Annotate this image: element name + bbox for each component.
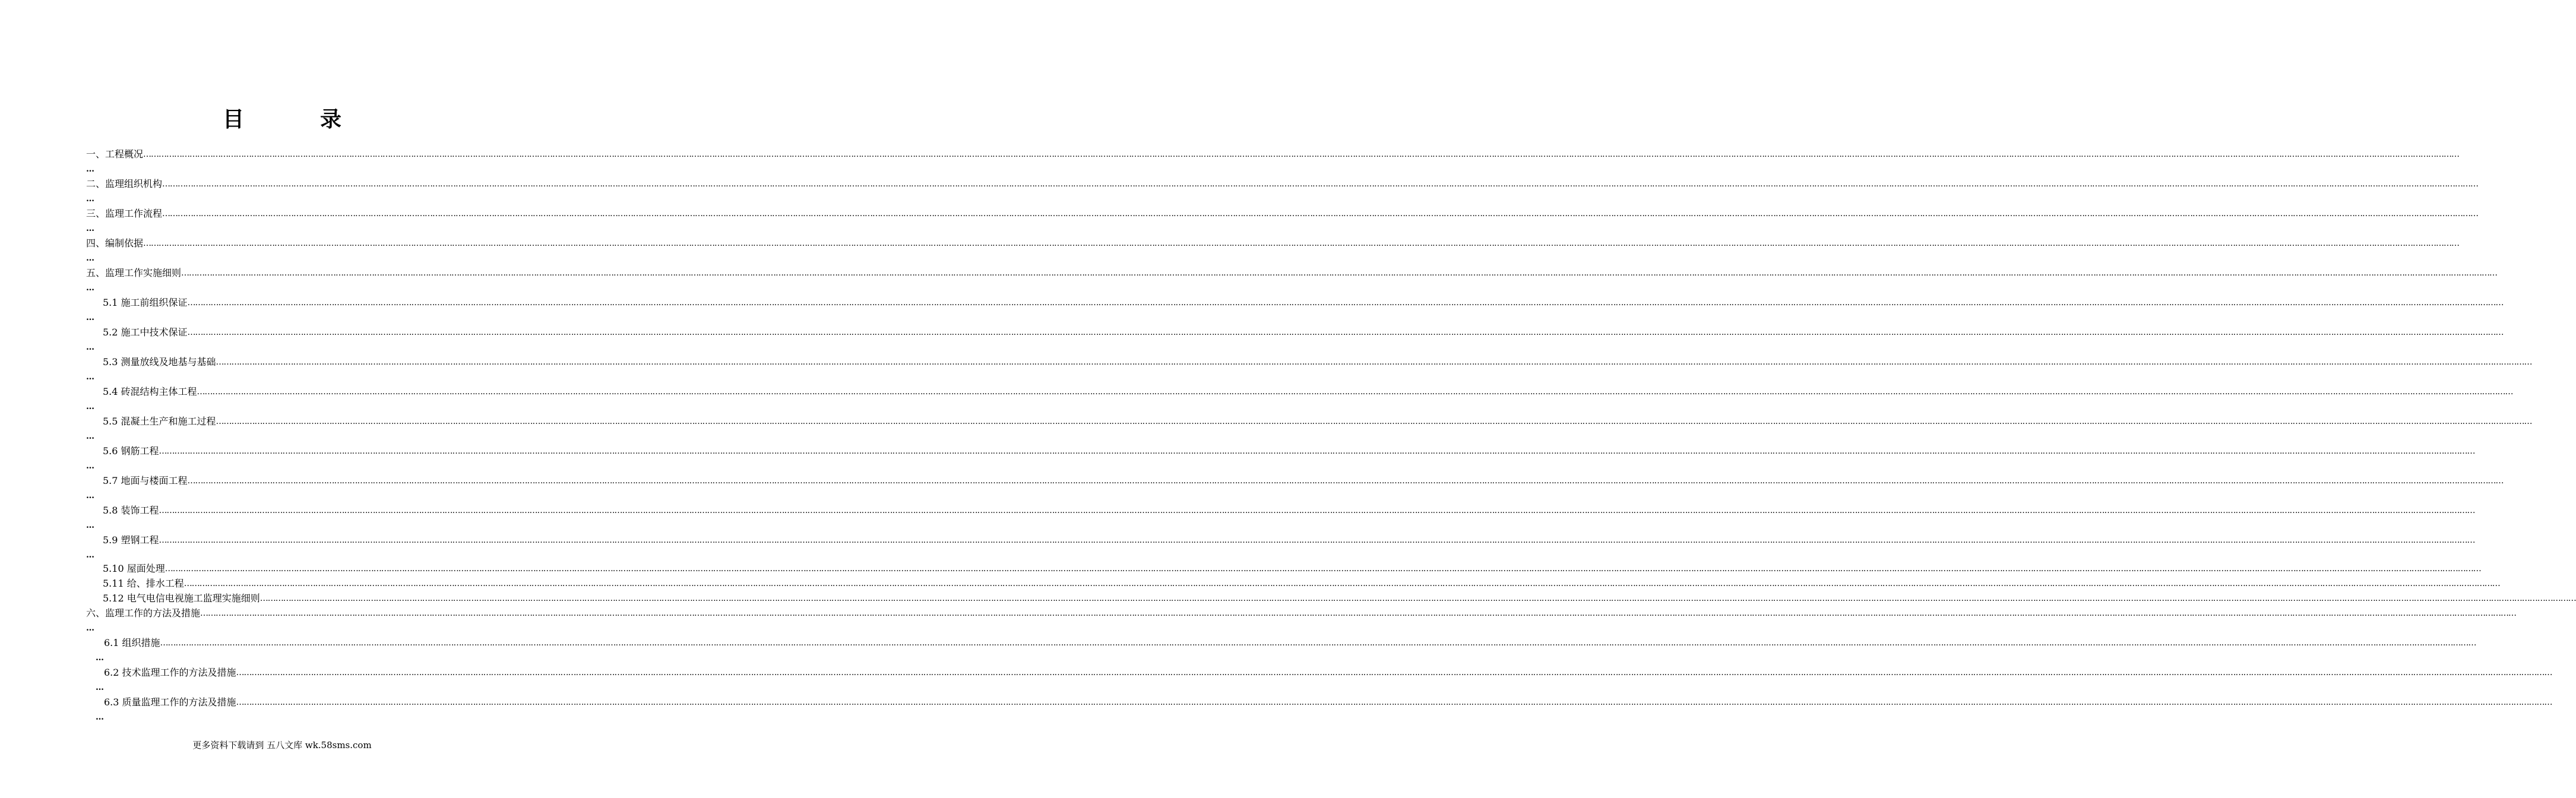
toc-entry-tail: … [86, 224, 94, 233]
toc-entry[interactable] [103, 591, 2576, 606]
toc-leader: ……………………………………………………………………………………………………………………………………………………………………………………………………………………………………………………………………………………………………………………………………………………………………………………………………………………………………………………………………………………………………………………………………………………………………………………………………………………………………………………………………………………………………………………………………………………………………………………………………………………………… [159, 536, 2475, 545]
toc-entry[interactable] [104, 666, 2552, 680]
toc-leader: ……………………………………………………………………………………………………………………………………………………………………………………………………………………………………………………………………………………………………………………………………………………………………………………………………………………………………………………………………………………………………………………………………………………………………………………………………………………………………………………………………………………………………………………………………………………………………………………………………………………………… [143, 150, 2460, 159]
toc-leader: ……………………………………………………………………………………………………………………………………………………………………………………………………………………………………………………………………………………………………………………………………………………………………………………………………………………………………………………………………………………………………………………………………………………………………………………………………………………………………………………………………………………………………………………………………………………………………………………………………………………………… [164, 564, 2481, 574]
toc-entry[interactable] [86, 177, 2479, 191]
toc-entry[interactable] [103, 355, 2532, 369]
toc-entry-tail: … [96, 712, 103, 722]
toc-leader: ……………………………………………………………………………………………………………………………………………………………………………………………………………………………………………………………………………………………………………………………………………………………………………………………………………………………………………………………………………………………………………………………………………………………………………………………………………………………………………………………………………………………………………………………………………………………………………………………………………………………… [197, 387, 2513, 397]
toc-leader: ……………………………………………………………………………………………………………………………………………………………………………………………………………………………………………………………………………………………………………………………………………………………………………………………………………………………………………………………………………………………………………………………………………………………………………………………………………………………………………………………………………………………………………………………………………………………………………………………………………………………… [159, 506, 2475, 515]
toc-leader: ……………………………………………………………………………………………………………………………………………………………………………………………………………………………………………………………………………………………………………………………………………………………………………………………………………………………………………………………………………………………………………………………………………………………………………………………………………………………………………………………………………………………………………………………………………………………………………………………………………………………… [216, 417, 2532, 426]
toc-entry-tail: … [86, 254, 94, 263]
toc-leader: ……………………………………………………………………………………………………………………………………………………………………………………………………………………………………………………………………………………………………………………………………………………………………………………………………………………………………………………………………………………………………………………………………………………………………………………………………………………………………………………………………………………………………………………………………………………………………………………………………………………………… [183, 579, 2500, 588]
toc-entry-tail: … [86, 521, 94, 530]
toc-leader: ……………………………………………………………………………………………………………………………………………………………………………………………………………………………………………………………………………………………………………………………………………………………………………………………………………………………………………………………………………………………………………………………………………………………………………………………………………………………………………………………………………………………………………………………………………………………………………………………………………………………… [187, 476, 2504, 486]
toc-entry-label: 三、监理工作流程 [86, 208, 163, 219]
toc-leader: ……………………………………………………………………………………………………………………………………………………………………………………………………………………………………………………………………………………………………………………………………………………………………………………………………………………………………………………………………………………………………………………………………………………………………………………………………………………………………………………………………………………………………………………………………………………………………………………………………………………………… [200, 609, 2517, 618]
toc-entry-label: 5.4 砖混结构主体工程 [103, 386, 197, 397]
toc-entry-tail: … [86, 313, 94, 322]
toc-leader: ……………………………………………………………………………………………………………………………………………………………………………………………………………………………………………………………………………………………………………………………………………………………………………………………………………………………………………………………………………………………………………………………………………………………………………………………………………………………………………………………………………………………………………………………………………………………………………………………………………………………… [216, 357, 2532, 367]
toc-entry-tail: … [86, 491, 94, 501]
toc-leader: ……………………………………………………………………………………………………………………………………………………………………………………………………………………………………………………………………………………………………………………………………………………………………………………………………………………………………………………………………………………………………………………………………………………………………………………………………………………………………………………………………………………………………………………………………………………………………………………………………………………………… [181, 268, 2498, 278]
toc-entry[interactable] [103, 504, 2475, 518]
toc-entry-label: 6.2 技术监理工作的方法及措施 [104, 667, 236, 678]
toc-entry[interactable] [103, 533, 2475, 547]
toc-entry-label: 6.3 质量监理工作的方法及措施 [104, 696, 236, 708]
toc-entry-tail: … [86, 402, 94, 411]
toc-entry[interactable] [86, 606, 2517, 620]
toc-entry-tail: … [86, 550, 94, 560]
toc-leader: ……………………………………………………………………………………………………………………………………………………………………………………………………………………………………………………………………………………………………………………………………………………………………………………………………………………………………………………………………………………………………………………………………………………………………………………………………………………………………………………………………………………………………………………………………………………………………………………………………………………………… [260, 594, 2576, 603]
toc-entry-tail: … [86, 372, 94, 382]
toc-entry-tail: … [86, 194, 94, 204]
toc-entry[interactable] [103, 414, 2532, 429]
toc-leader: ……………………………………………………………………………………………………………………………………………………………………………………………………………………………………………………………………………………………………………………………………………………………………………………………………………………………………………………………………………………………………………………………………………………………………………………………………………………………………………………………………………………………………………………………………………………………………………………………………………………………… [162, 209, 2479, 218]
toc-entry-label: 六、监理工作的方法及措施 [86, 607, 201, 619]
toc-entry-label: 5.5 混凝土生产和施工过程 [103, 416, 216, 427]
toc-leader: ……………………………………………………………………………………………………………………………………………………………………………………………………………………………………………………………………………………………………………………………………………………………………………………………………………………………………………………………………………………………………………………………………………………………………………………………………………………………………………………………………………………………………………………………………………………………………………………………………………………………… [236, 698, 2552, 707]
toc-entry-tail: … [96, 653, 103, 663]
toc-entry-label: 5.3 测量放线及地基与基础 [103, 356, 216, 368]
toc-entry-tail: … [86, 343, 94, 352]
toc-leader: ……………………………………………………………………………………………………………………………………………………………………………………………………………………………………………………………………………………………………………………………………………………………………………………………………………………………………………………………………………………………………………………………………………………………………………………………………………………………………………………………………………………………………………………………………………………………………………………………………………………………… [162, 179, 2479, 189]
toc-entry-label: 5.7 地面与楼面工程 [103, 475, 188, 486]
toc-entry-label: 5.12 电气电信电视施工监理实施细则 [103, 593, 260, 604]
toc-entry[interactable] [103, 444, 2475, 458]
toc-entry[interactable] [104, 695, 2552, 710]
toc-entry-tail: … [96, 683, 103, 692]
page-title: 目 录 [222, 107, 369, 132]
toc-leader: ……………………………………………………………………………………………………………………………………………………………………………………………………………………………………………………………………………………………………………………………………………………………………………………………………………………………………………………………………………………………………………………………………………………………………………………………………………………………………………………………………………………………………………………………………………………………………………………………………………………………… [236, 668, 2552, 677]
toc-entry-tail: … [86, 432, 94, 441]
toc-leader: ……………………………………………………………………………………………………………………………………………………………………………………………………………………………………………………………………………………………………………………………………………………………………………………………………………………………………………………………………………………………………………………………………………………………………………………………………………………………………………………………………………………………………………………………………………………………………………………………………………………………… [187, 298, 2504, 308]
toc-entry-label: 5.9 塑钢工程 [103, 534, 159, 546]
toc-entry-tail: … [86, 164, 94, 174]
toc-entry-label: 6.1 组织措施 [104, 637, 160, 648]
toc-entry[interactable] [103, 474, 2504, 488]
toc-entry-label: 5.6 钢筋工程 [103, 445, 159, 457]
toc-entry-label: 五、监理工作实施细则 [86, 267, 182, 278]
toc-entry-label: 5.11 给、排水工程 [103, 578, 184, 589]
toc-entry-label: 5.8 装饰工程 [103, 505, 159, 516]
toc-entry[interactable] [86, 207, 2479, 221]
toc-entry[interactable] [103, 385, 2513, 399]
toc-leader: ……………………………………………………………………………………………………………………………………………………………………………………………………………………………………………………………………………………………………………………………………………………………………………………………………………………………………………………………………………………………………………………………………………………………………………………………………………………………………………………………………………………………………………………………………………………………………………………………………………………………… [187, 328, 2504, 337]
toc-entry[interactable] [103, 562, 2481, 576]
toc-leader: ……………………………………………………………………………………………………………………………………………………………………………………………………………………………………………………………………………………………………………………………………………………………………………………………………………………………………………………………………………………………………………………………………………………………………………………………………………………………………………………………………………………………………………………………………………………………………………………………………………………………… [160, 638, 2476, 648]
toc-leader: ……………………………………………………………………………………………………………………………………………………………………………………………………………………………………………………………………………………………………………………………………………………………………………………………………………………………………………………………………………………………………………………………………………………………………………………………………………………………………………………………………………………………………………………………………………………………………………………………………………………………… [159, 446, 2475, 456]
toc-entry[interactable] [103, 577, 2500, 591]
toc-entry-label: 5.2 施工中技术保证 [103, 327, 188, 338]
toc-entry-label: 二、监理组织机构 [86, 178, 163, 189]
toc-entry[interactable] [103, 296, 2504, 310]
toc-entry[interactable] [86, 147, 2460, 162]
toc-entry-tail: … [86, 623, 94, 633]
toc-entry[interactable] [86, 266, 2498, 280]
toc-entry[interactable] [104, 636, 2476, 650]
toc-leader: ……………………………………………………………………………………………………………………………………………………………………………………………………………………………………………………………………………………………………………………………………………………………………………………………………………………………………………………………………………………………………………………………………………………………………………………………………………………………………………………………………………………………………………………………………………………………………………………………………………………………… [143, 239, 2460, 248]
toc-entry-label: 一、工程概况 [86, 148, 144, 160]
toc-entry-label: 四、编制依据 [86, 238, 144, 249]
toc-entry-tail: … [86, 283, 94, 293]
toc-entry-label: 5.10 屋面处理 [103, 563, 165, 574]
toc-entry-tail: … [86, 461, 94, 471]
footer-link[interactable]: 更多资料下载请到 五八文库 wk.58sms.com [192, 740, 372, 750]
toc-entry[interactable] [86, 236, 2460, 251]
toc-entry[interactable] [103, 325, 2504, 340]
toc-entry-label: 5.1 施工前组织保证 [103, 297, 188, 308]
